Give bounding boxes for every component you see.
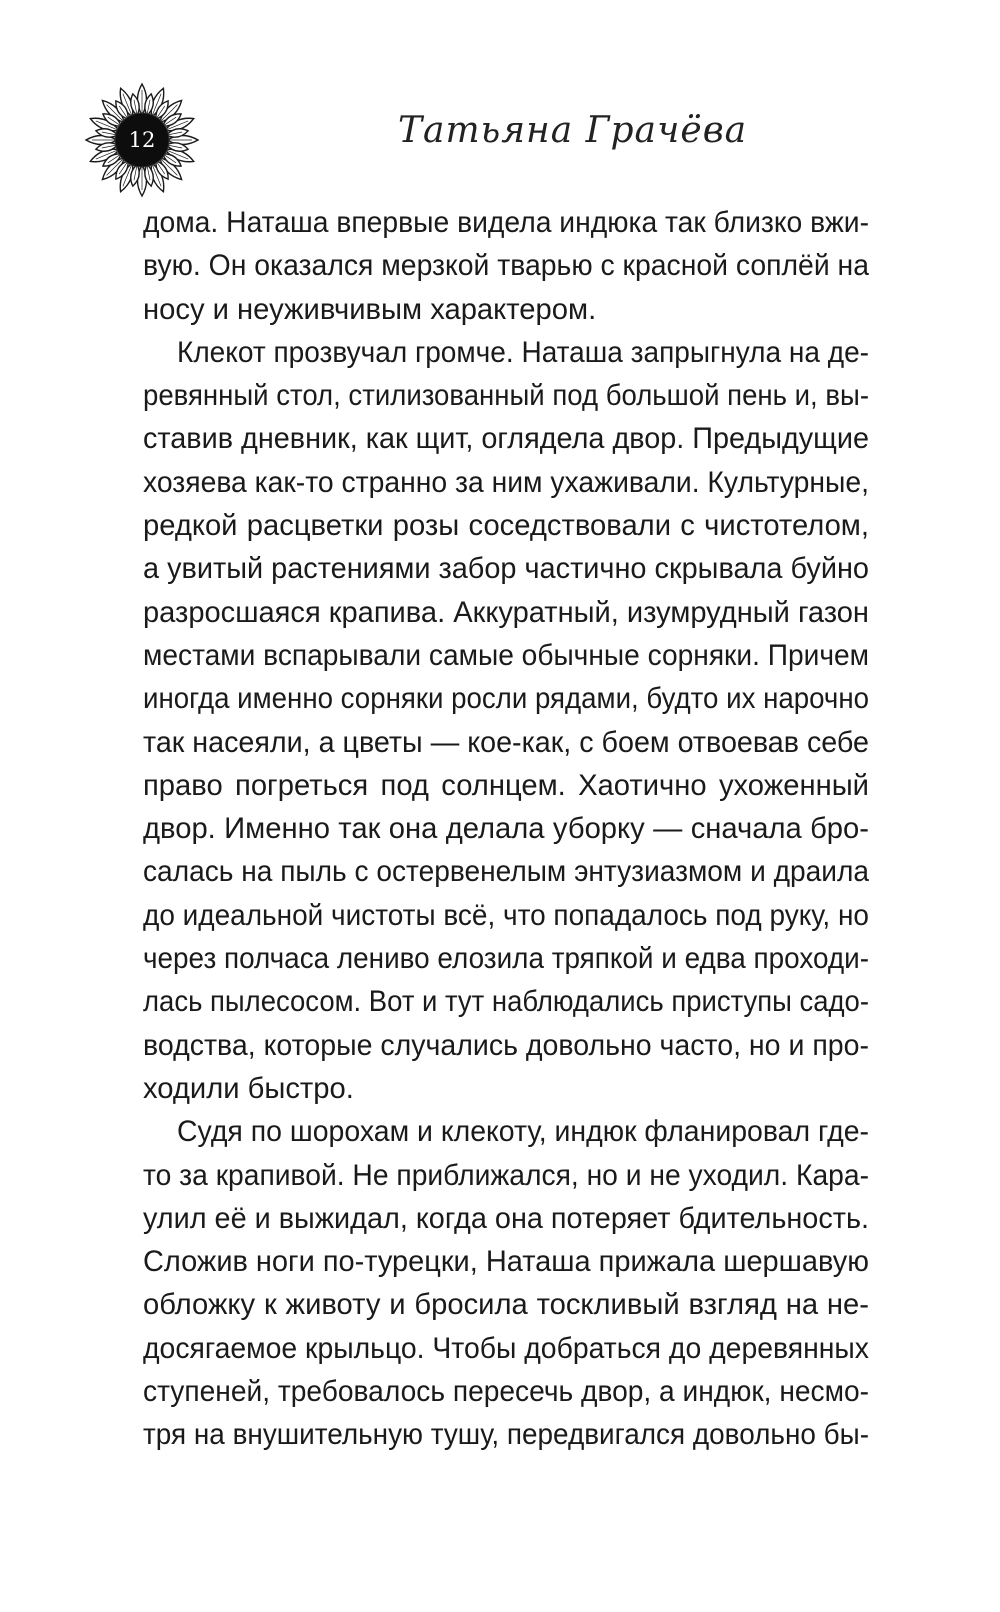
page-number: 12 — [128, 128, 156, 152]
text-line: через полчаса лениво елозила тряпкой и едва проходи- — [143, 943, 869, 976]
text-line: лась пылесосом. Вот и тут наблюдались приступы садо- — [143, 986, 869, 1019]
text-line: право погреться под солнцем. Хаотично ухоженный — [143, 769, 869, 802]
running-header-author: Татьяна Грачёва — [398, 110, 748, 151]
text-line: ставив дневник, как щит, оглядела двор. Предыдущие — [143, 423, 869, 456]
text-line: улил её и выжидал, когда она потеряет бдительность. — [143, 1202, 869, 1235]
text-line: а увитый растениями забор частично скрывала буйно — [143, 553, 869, 586]
text-line: разросшаяся крапива. Аккуратный, изумрудный газон — [143, 596, 869, 629]
text-line: дома. Наташа впервые видела индюка так близко вжи- — [143, 207, 869, 239]
text-line: обложку к животу и бросила тоскливый взгляд на не- — [143, 1289, 869, 1322]
text-line: хозяева как-то странно за ним ухаживали. Культурные, — [143, 466, 869, 499]
text-line: Сложив ноги по-турецки, Наташа прижала шершавую — [143, 1246, 869, 1279]
sunflower-icon — [82, 80, 202, 200]
text-line: редкой расцветки розы соседствовали с чистотелом, — [143, 510, 869, 543]
text-line: Судя по шорохам и клекоту, индюк фланировал где- — [177, 1116, 869, 1149]
text-line: досягаемое крыльцо. Чтобы добраться до деревянных — [143, 1332, 869, 1365]
text-line: салась на пыль с остервенелым энтузиазмом и драила — [143, 856, 869, 889]
text-line: местами вспарывали самые обычные сорняки. Причем — [143, 639, 869, 672]
text-line: ступеней, требовалось пересечь двор, а индюк, несмо- — [143, 1376, 869, 1409]
text-line: ревянный стол, стилизованный под большой пень и, вы- — [143, 380, 869, 413]
body-text — [143, 202, 869, 1458]
text-line: иногда именно сорняки росли рядами, будто их нарочно — [143, 683, 869, 716]
text-line: то за крапивой. Не приближался, но и не уходил. Кара- — [143, 1159, 869, 1192]
text-line: тря на внушительную тушу, передвигался довольно бы- — [143, 1419, 869, 1452]
text-line: Клекот прозвучал громче. Наташа запрыгнула на де- — [177, 336, 869, 369]
text-line: ходили быстро. — [143, 1072, 354, 1105]
text-line: так насеяли, а цветы — кое-как, с боем отвоевав себе — [143, 726, 869, 759]
text-line: двор. Именно так она делала уборку — сначала бро- — [143, 813, 869, 846]
sunflower-ornament — [82, 80, 202, 200]
text-line: водства, которые случались довольно часто, но и про- — [143, 1029, 869, 1062]
text-line: вую. Он оказался мерзкой тварью с красной соплёй на — [143, 250, 869, 283]
text-line: до идеальной чистоты всё, что попадалось под руку, но — [143, 899, 869, 932]
text-line: носу и неуживчивым характером. — [143, 293, 597, 326]
